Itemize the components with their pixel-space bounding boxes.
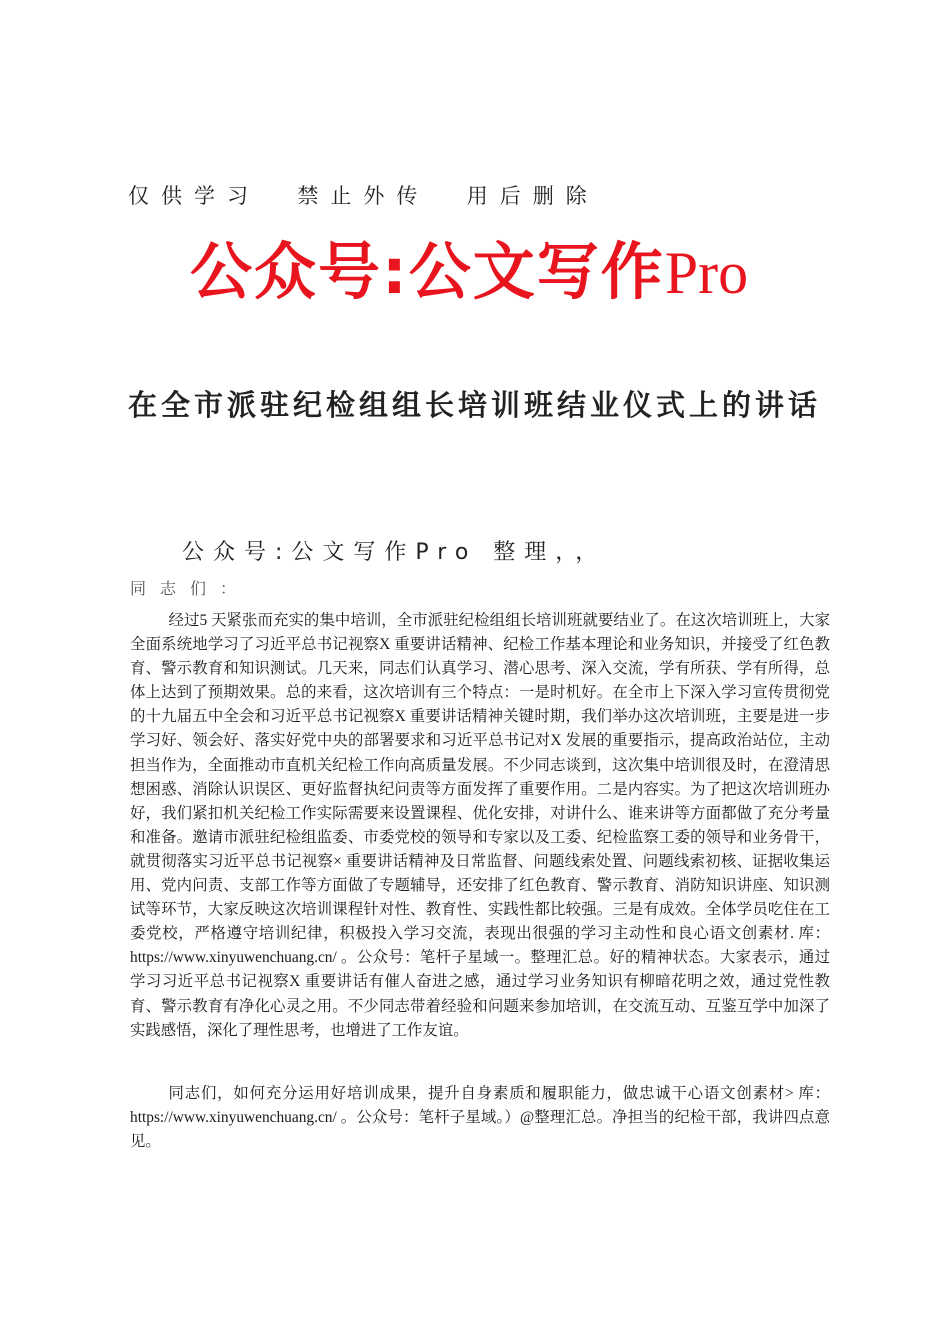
body-paragraph-2: 同志们，如何充分运用好培训成果，提升自身素质和履职能力，做忠诚干心语文创素材> 库：https://www.xinyuwenchuang.cn/ 。公众号：笔杆子星域。）@整理汇总。净担当的纪检干部，我讲四点意见。 [130,1085,830,1151]
usage-notice: 仅供学习 禁止外传 用后删除 [128,184,599,208]
brand-suffix: Pro [664,240,749,306]
document-title: 在全市派驻纪检组组长培训班结业仪式上的讲话 [128,388,822,422]
brand-text: 公众号:公文写作 [190,235,665,308]
body-paragraph-1: 经过5 天紧张而充实的集中培训，全市派驻纪检组组长培训班就要结业了。在这次培训班上，大家全面系统地学习了习近平总书记视察X 重要讲话精神、纪检工作基本理论和业务知识，并接受了红色教育、警示教育和知识测试。几天来，同志们认真学习、潜心思考、深入交流，学有所获、学有所得，总体上达到了预期效果。总的来看，这次培训有三个特点：一是时机好。在全市上下深入学习宣传贯彻党的十九届五中全会和习近平总书记视察X 重要讲话精神关键时期，我们举办这次培训班，主要是进一步学习好、领会好、落实好党中央的部署要求和习近平总书记对X 发展的重要指示，提高政治站位，主动担当作为，全面推动市直机关纪检工作向高质量发展。不少同志谈到，这次集中培训很及时，在澄清思想困惑、消除认识误区、更好监督执纪问责等方面发挥了重要作用。二是内容实。为了把这次培训班办好，我们紧扣机关纪检工作实际需要来设置课程、优化安排，对讲什么、谁来讲等方面都做了充分考量和准备。邀请市派驻纪检组监委、市委党校的领导和专家以及工委、纪检监察工委的领导和业务骨干，就贯彻落实习近平总书记视察× 重要讲话精神及日常监督、问题线索处置、问题线索初核、证据收集运用、党内问责、支部工作等方面做了专题辅导，还安排了红色教育、警示教育、消防知识讲座、知识测试等环节，大家反映这次培训课程针对性、教育性、实践性都比较强。三是有成效。全体学员吃住在工委党校，严格遵守培训纪律，积极投入学习交流，表现出很强的学习主动性和良心语文创素材. 库：https://www.xinyuwenchuang.cn/ 。公众号：笔杆子星域一。整理汇总。好的精神状态。大家表示，通过学习习近平总书记视察X 重要讲话有催人奋进之感，通过学习业务知识有柳暗花明之效，通过党性教育、警示教育有净化心灵之用。不少同志带着经验和问题来参加培训，在交流互动、互鉴互学中加深了实践感悟，深化了理性思考，也增进了工作友谊。 [130,612,830,1039]
document-subtitle: 公众号:公文写作Pro 整理，， [182,540,607,565]
brand-banner [190,222,748,311]
greeting: 同志们： [130,579,251,598]
